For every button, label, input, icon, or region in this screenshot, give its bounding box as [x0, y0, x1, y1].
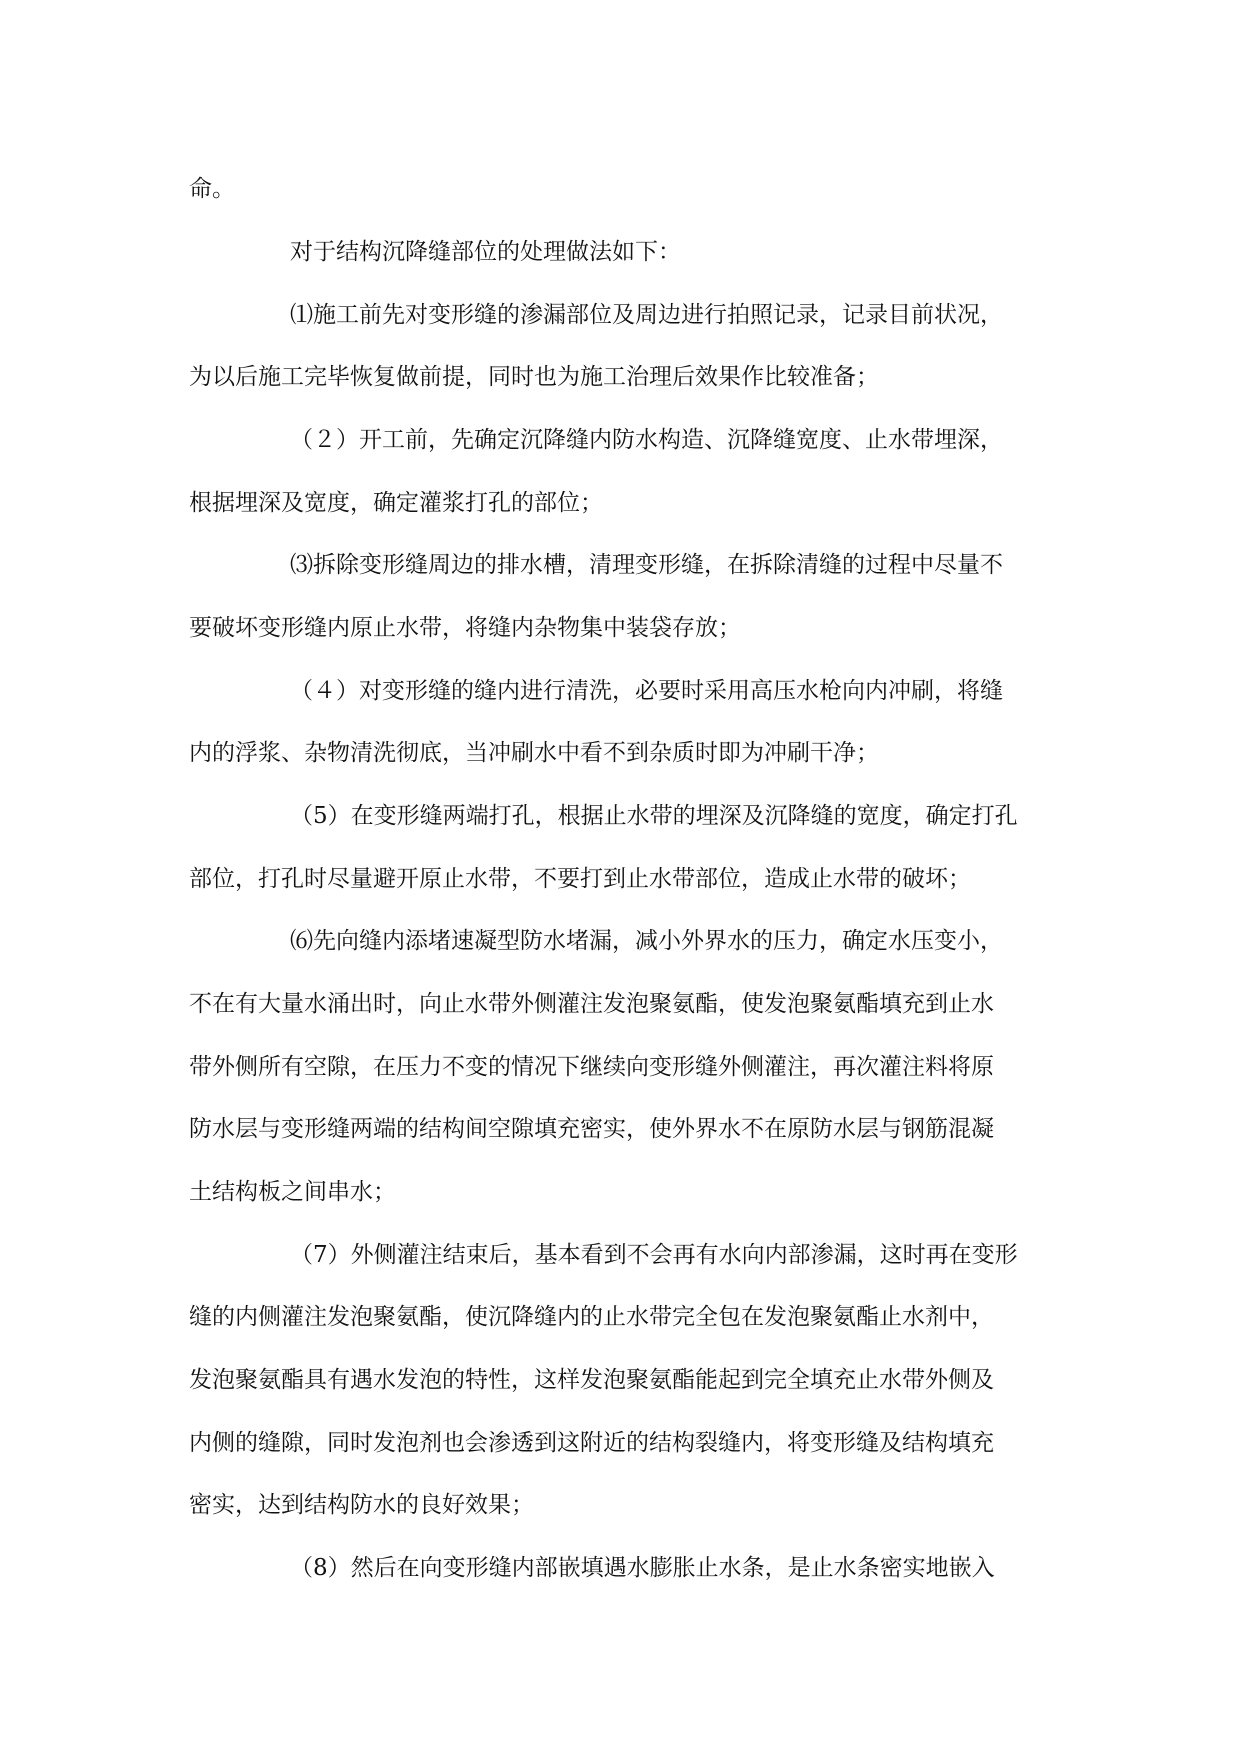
text-line: 土结构板之间串水；	[189, 1179, 396, 1205]
paragraph-heading: 对于结构沉降缝部位的处理做法如下：	[290, 239, 681, 265]
text-line: （２）开工前，先确定沉降缝内防水构造、沉降缝宽度、止水带埋深，	[290, 427, 1003, 453]
text-line: 内的浮浆、杂物清洗彻底，当冲刷水中看不到杂质时即为冲刷干净；	[189, 740, 879, 766]
text-line: 不在有大量水涌出时，向止水带外侧灌注发泡聚氨酯，使发泡聚氨酯填充到止水	[189, 991, 994, 1017]
text-line: ⑴施工前先对变形缝的渗漏部位及周边进行拍照记录，记录目前状况，	[290, 302, 1003, 328]
text-line: 要破坏变形缝内原止水带，将缝内杂物集中装袋存放；	[189, 615, 741, 641]
text-line: 密实，达到结构防水的良好效果；	[189, 1492, 534, 1518]
text-line: （7）外侧灌注结束后，基本看到不会再有水向内部渗漏，这时再在变形	[290, 1242, 1018, 1268]
text-line: 根据埋深及宽度，确定灌浆打孔的部位；	[189, 490, 603, 516]
text-line: 缝的内侧灌注发泡聚氨酯，使沉降缝内的止水带完全包在发泡聚氨酯止水剂中，	[189, 1304, 994, 1330]
text-line: 防水层与变形缝两端的结构间空隙填充密实，使外界水不在原防水层与钢筋混凝	[189, 1116, 994, 1142]
text-line: 命。	[189, 176, 235, 202]
text-line: （8）然后在向变形缝内部嵌填遇水膨胀止水条，是止水条密实地嵌入	[290, 1555, 995, 1581]
text-line: ⑹先向缝内添堵速凝型防水堵漏，减小外界水的压力，确定水压变小，	[290, 928, 1003, 954]
text-line: 带外侧所有空隙，在压力不变的情况下继续向变形缝外侧灌注，再次灌注料将原	[189, 1054, 994, 1080]
text-line: 发泡聚氨酯具有遇水发泡的特性，这样发泡聚氨酯能起到完全填充止水带外侧及	[189, 1367, 994, 1393]
text-line: 内侧的缝隙，同时发泡剂也会渗透到这附近的结构裂缝内，将变形缝及结构填充	[189, 1430, 994, 1456]
text-line: 为以后施工完毕恢复做前提，同时也为施工治理后效果作比较准备；	[189, 364, 879, 390]
text-line: ⑶拆除变形缝周边的排水槽，清理变形缝，在拆除清缝的过程中尽量不	[290, 552, 1003, 578]
text-line: （5）在变形缝两端打孔，根据止水带的埋深及沉降缝的宽度，确定打孔	[290, 803, 1018, 829]
text-line: 部位，打孔时尽量避开原止水带，不要打到止水带部位，造成止水带的破坏；	[189, 866, 971, 892]
text-line: （４）对变形缝的缝内进行清洗，必要时采用高压水枪向内冲刷，将缝	[290, 678, 1003, 704]
